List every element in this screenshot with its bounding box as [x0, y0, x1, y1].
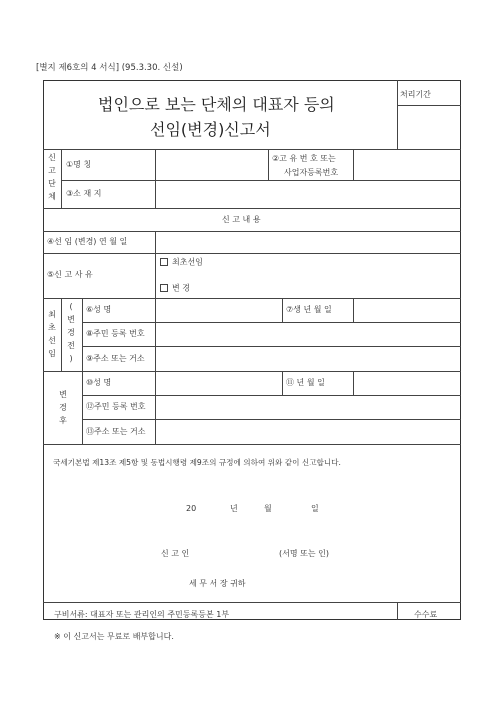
new-name-label: ⑩성 명 — [86, 378, 112, 387]
date-year-prefix: 20 — [186, 504, 197, 513]
reason-label: ⑤신 고 사 유 — [47, 270, 93, 279]
declaration-text: 국세기본법 제13조 제5항 및 동법시행령 제9조의 규정에 의하여 위와 같이 신고합니다. — [53, 458, 341, 467]
signature-hint: (서명 또는 인) — [279, 549, 329, 558]
org-group-label: 신 고 단 체 — [48, 153, 56, 201]
org-id-label-line2: 사업자등록번호 — [284, 168, 339, 177]
reason-option-change[interactable]: 변 경 — [160, 284, 190, 293]
prev-address-label: ⑨주소 또는 거소 — [86, 354, 145, 363]
org-id-label-line1: ②고 유 번 호 또는 — [272, 154, 336, 163]
form-title-line1: 법인으로 보는 단체의 대표자 등의 — [98, 95, 335, 114]
prev-birth-label: ⑦생 년 월 일 — [286, 305, 332, 314]
new-birth-field[interactable] — [354, 372, 460, 394]
org-address-label: ③소 재 지 — [66, 189, 102, 198]
prev-resident-label: ⑧주민 등록 번호 — [86, 329, 145, 338]
appoint-date-label: ④선 임 (변경) 연 월 일 — [47, 237, 128, 246]
new-address-label: ⑬주소 또는 거소 — [86, 427, 146, 436]
new-name-field[interactable] — [156, 372, 281, 394]
new-resident-label: ⑫주민 등록 번호 — [86, 402, 146, 411]
reporter-label: 신 고 인 — [161, 549, 190, 558]
date-year-label: 년 — [230, 504, 238, 513]
new-resident-field[interactable] — [156, 396, 460, 418]
prev-resident-field[interactable] — [156, 323, 460, 345]
before-change-group-label: ( 변 경 전 ) — [67, 302, 75, 363]
prev-name-label: ⑥성 명 — [86, 305, 112, 314]
processing-period-label: 처리기간 — [400, 90, 431, 99]
report-content-heading: 신 고 내 용 — [222, 215, 261, 224]
date-month-label: 월 — [264, 504, 272, 513]
appoint-date-field[interactable] — [156, 232, 460, 252]
first-appointment-checkbox[interactable] — [160, 258, 168, 266]
form-number-note: [별지 제6호의 4 서식] (95.3.30. 신설) — [36, 63, 183, 73]
first-appointment-group-label: 최 초 선 임 — [48, 310, 56, 358]
org-name-label: ①명 칭 — [66, 160, 92, 169]
prev-name-field[interactable] — [156, 299, 281, 321]
change-checkbox[interactable] — [160, 284, 168, 292]
free-distribution-notice: ※ 이 신고서는 무료로 배부합니다. — [54, 632, 174, 641]
prev-address-field[interactable] — [156, 347, 460, 370]
org-address-field[interactable] — [156, 181, 460, 207]
form-title-line2: 선임(변경)신고서 — [150, 120, 271, 139]
after-change-group-label: 변 경 후 — [59, 390, 67, 425]
reason-option-first[interactable]: 최초선임 — [160, 258, 203, 267]
recipient-text: 세 무 서 장 귀하 — [189, 579, 246, 588]
new-birth-label: ⑪ 년 월 일 — [286, 378, 325, 387]
fee-label: 수수료 — [414, 610, 438, 619]
date-day-label: 일 — [311, 504, 319, 513]
org-id-field[interactable] — [354, 150, 460, 179]
new-address-field[interactable] — [156, 420, 460, 443]
org-name-field[interactable] — [156, 150, 267, 179]
required-documents: 구비서류: 대표자 또는 관리인의 주민등록등본 1부 — [54, 610, 230, 619]
prev-birth-field[interactable] — [354, 299, 460, 321]
